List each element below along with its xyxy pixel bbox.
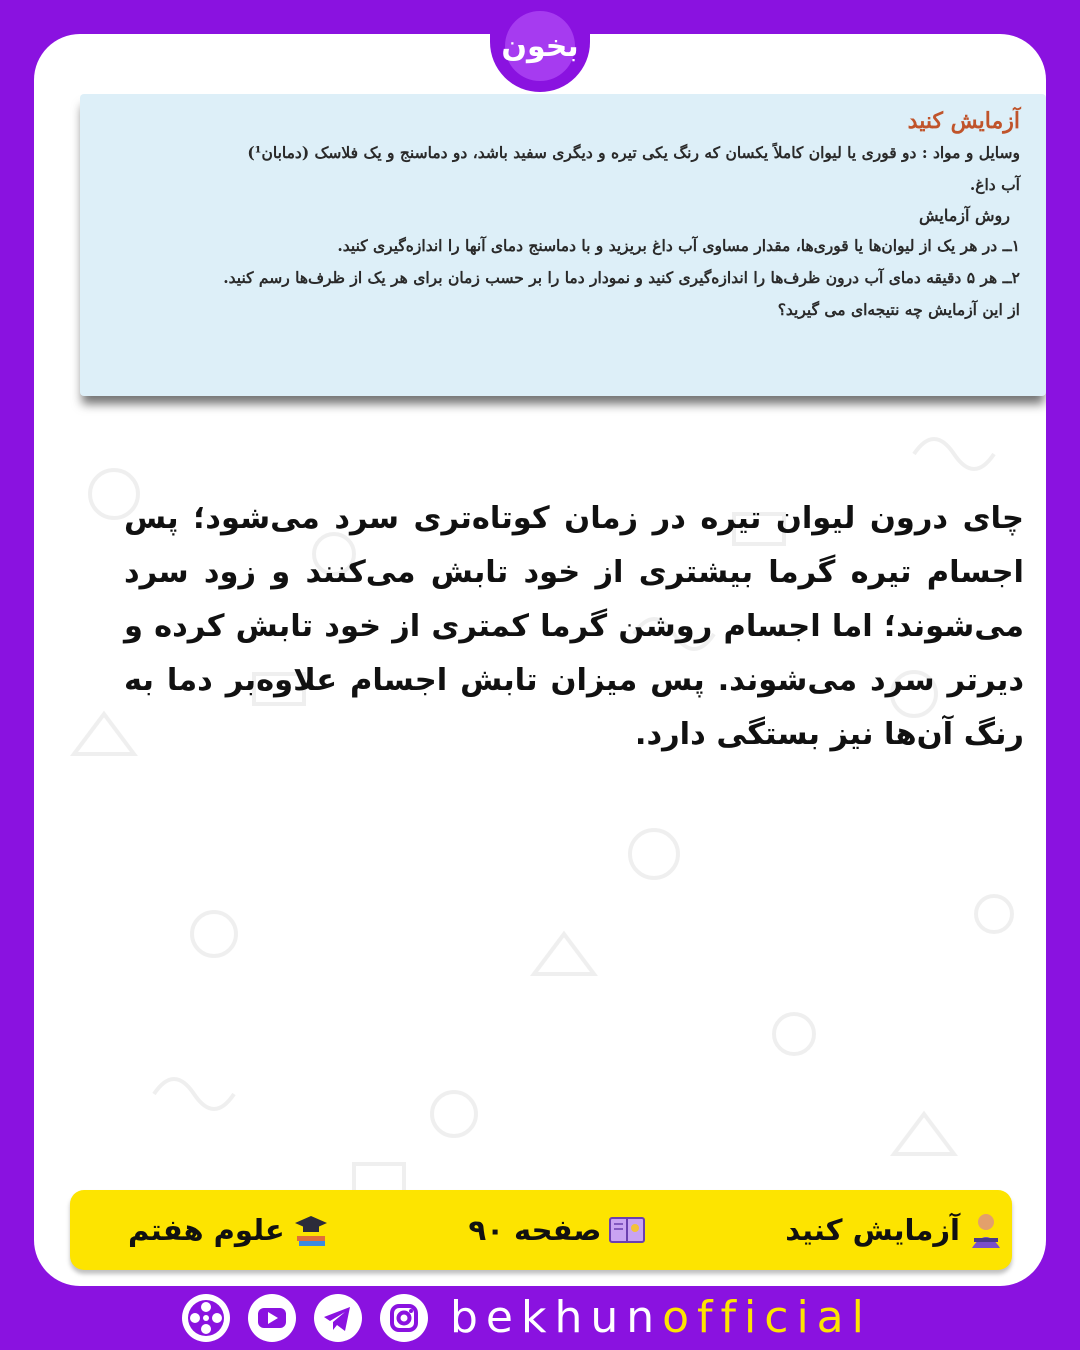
footer-page-label: صفحه ۹۰: [468, 1213, 602, 1247]
method-step-2: ۲ــ هر ۵ دقیقه دمای آب درون ظرف‌ها را اندازه‌گیری کنید و نمودار دما را بر حسب زمان برای هر یک از ظرف‌ها رسم کنید.: [223, 268, 1020, 287]
teacher-icon: [966, 1210, 1006, 1250]
footer-section: [785, 1210, 1006, 1250]
excerpt-title: آزمایش کنید: [907, 108, 1020, 134]
footer-section-label: آزمایش کنید: [785, 1213, 960, 1247]
bekhun-logo: بخون: [505, 11, 575, 81]
experiment-question: از این آزمایش چه نتیجه‌ای می گیرید؟: [777, 300, 1020, 319]
method-heading: روش آزمایش: [918, 206, 1010, 225]
brand-handle-part1: bekhun: [450, 1292, 663, 1343]
answer-text: چای درون لیوان تیره در زمان کوتاه‌تری سرد می‌شود؛ پس اجسام تیره گرما بیشتری از خود تابش می‌کنند و زود سرد می‌شوند؛ اما اجسام روشن گرما کمتری از خود تابش کرده و دیرتر سرد می‌شوند. پس میزان تابش اجسام علاوه‌بر دما به رنگ آن‌ها نیز بستگی دارد.: [124, 501, 1024, 752]
footer-subject: [128, 1210, 331, 1250]
youtube-icon[interactable]: [246, 1292, 298, 1344]
brand-handle-part2: official: [662, 1292, 872, 1343]
film-reel-icon[interactable]: [180, 1292, 232, 1344]
footer-page: [469, 1210, 648, 1250]
open-book-icon: [607, 1210, 647, 1250]
content-card: [34, 34, 1046, 1286]
materials-line-1: وسایل و مواد : دو قوری یا لیوان کاملاً یکسان که رنگ یکی تیره و دیگری سفید باشد، دو دماسنج و یک فلاسک (دمابان¹): [247, 143, 1020, 162]
telegram-icon[interactable]: [312, 1292, 364, 1344]
brand-row: [180, 1292, 910, 1344]
textbook-excerpt: [80, 94, 1046, 396]
instagram-icon[interactable]: [378, 1292, 430, 1344]
materials-line-2: آب داغ.: [969, 175, 1020, 194]
brand-handle: [450, 1292, 872, 1344]
footer-subject-label: علوم هفتم: [128, 1213, 285, 1247]
method-step-1: ۱ــ در هر یک از لیوان‌ها یا قوری‌ها، مقدار مساوی آب داغ بریزید و با دماسنج دمای آنها را اندازه‌گیری کنید.: [337, 236, 1020, 255]
graduation-books-icon: [291, 1210, 331, 1250]
footer-info-bar: [70, 1190, 1012, 1270]
